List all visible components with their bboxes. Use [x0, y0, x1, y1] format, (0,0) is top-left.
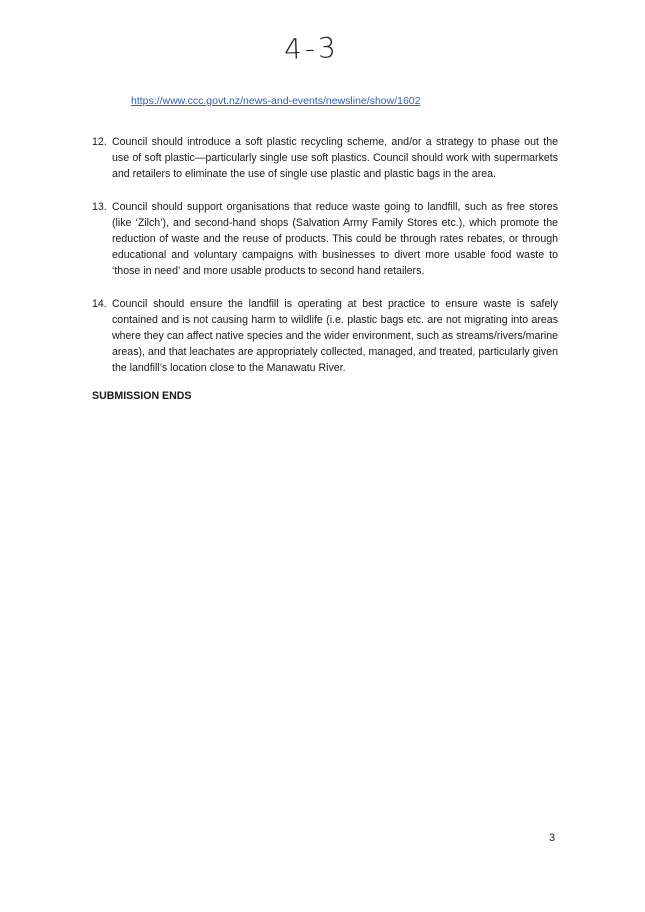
item-text: Council should support organisations that reduce waste going to landfill, such as free stores (like ‘Zilch’), and second-hand shops (Salvation Army Family Stores etc.), which promote the reduction of waste and the reuse of products. This could be through rates rebates, or through educational and voluntary campaigns with businesses to divert more usable food waste to ‘those in need’ and more usable products to second hand retailers. [112, 200, 558, 278]
item-text: Council should ensure the landfill is operating at best practice to ensure waste is safely contained and is not causing harm to wildlife (i.e. plastic bags etc. are not migrating into areas where they can affect native species and the wider environment, such as streams/rivers/marine areas), and that leachates are appropriately collected, managed, and treated, particularly given the landfill’s location close to the Manawatu River. [112, 297, 558, 375]
item-number: 14. [92, 297, 107, 310]
item-text: Council should introduce a soft plastic recycling scheme, and/or a strategy to phase out the use of soft plastic—particularly single use soft plastics. Council should work with supermarkets and retailers to eliminate the use of single use plastic and plastic bags in the area. [112, 136, 558, 181]
handwritten-page-label: 4-3 [283, 31, 340, 66]
item-number: 12. [92, 136, 107, 148]
list-item [92, 134, 558, 183]
page-number: 3 [549, 832, 556, 844]
submission-ends-heading: SUBMISSION ENDS [92, 390, 192, 402]
list-item [92, 296, 558, 377]
item-number: 13. [92, 200, 107, 213]
reference-link[interactable]: https://www.ccc.govt.nz/news-and-events/newsline/show/1602 [131, 95, 421, 107]
list-item [92, 199, 558, 280]
recommendation-list [92, 134, 558, 377]
